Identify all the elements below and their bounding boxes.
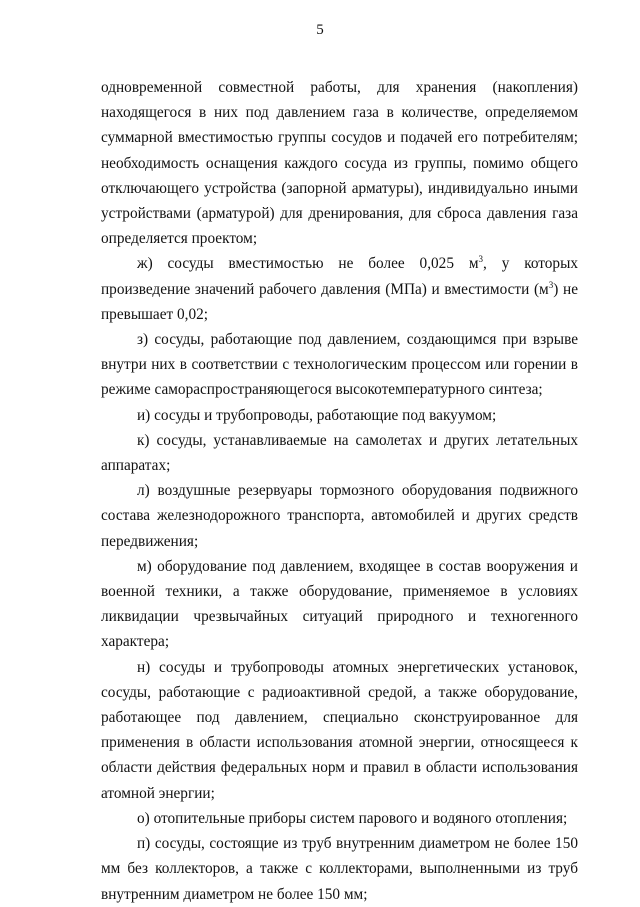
paragraph-item-zh bbox=[101, 251, 578, 327]
paragraph-item-zh-text-a: ж) сосуды вместимостью не более 0,025 м bbox=[137, 255, 479, 273]
document-body bbox=[101, 75, 578, 907]
page-number: 5 bbox=[316, 22, 324, 38]
paragraph-item-o: о) отопительные приборы систем парового и водяного отопления; bbox=[137, 809, 568, 827]
paragraph-item-m: м) оборудование под давлением, входящее в состав вооружения и военной техники, а также оборудование, применяемое в условиях ликвидации чрезвычайных ситуаций природного и техногенного характера; bbox=[101, 557, 578, 651]
paragraph-item-l: л) воздушные резервуары тормозного оборудования подвижного состава железнодорожного транспорта, автомобилей и других средств передвижения; bbox=[101, 482, 578, 550]
paragraph-item-i: и) сосуды и трубопроводы, работающие под вакуумом; bbox=[137, 406, 497, 424]
paragraph-item-zh-text-c: ) не превышает 0,02; bbox=[101, 280, 578, 323]
paragraph-continuation: одновременной совместной работы, для хранения (накопления) находящегося в них под давлением газа в количестве, определяемом суммарной вместимостью группы сосудов и подачей его потребителям; необходимость оснащения каждого сосуда из группы, помимо общего отключающего устройства (запорной арматуры), индивидуально иными устройствами (арматурой) для дренирования, для сброса давления газа определяется проектом; bbox=[101, 79, 578, 248]
paragraph-item-z: з) сосуды, работающие под давлением, создающимся при взрыве внутри них в соответствии с технологическим процессом или горении в режиме самораспространяющегося высокотемпературного синтеза; bbox=[101, 331, 578, 399]
paragraph-item-n: н) сосуды и трубопроводы атомных энергетических установок, сосуды, работающие с радиоактивной средой, а также оборудование, работающее под давлением, специально сконструированное для применения в области использования атомной энергии, относящееся к области действия федеральных норм и правил в области использования атомной энергии; bbox=[101, 658, 578, 802]
paragraph-item-k: к) сосуды, устанавливаемые на самолетах и других летательных аппаратах; bbox=[101, 431, 578, 475]
paragraph-item-p: п) сосуды, состоящие из труб внутренним диаметром не более 150 мм без коллекторов, а также с коллекторами, выполненными из труб внутренним диаметром не более 150 мм; bbox=[101, 835, 578, 903]
paragraph-item-zh-text-b: , у которых произведение значений рабочего давления (МПа) и вместимости (м bbox=[101, 255, 578, 298]
superscript-cubic: 3 bbox=[478, 254, 484, 265]
superscript-cubic: 3 bbox=[548, 279, 554, 290]
